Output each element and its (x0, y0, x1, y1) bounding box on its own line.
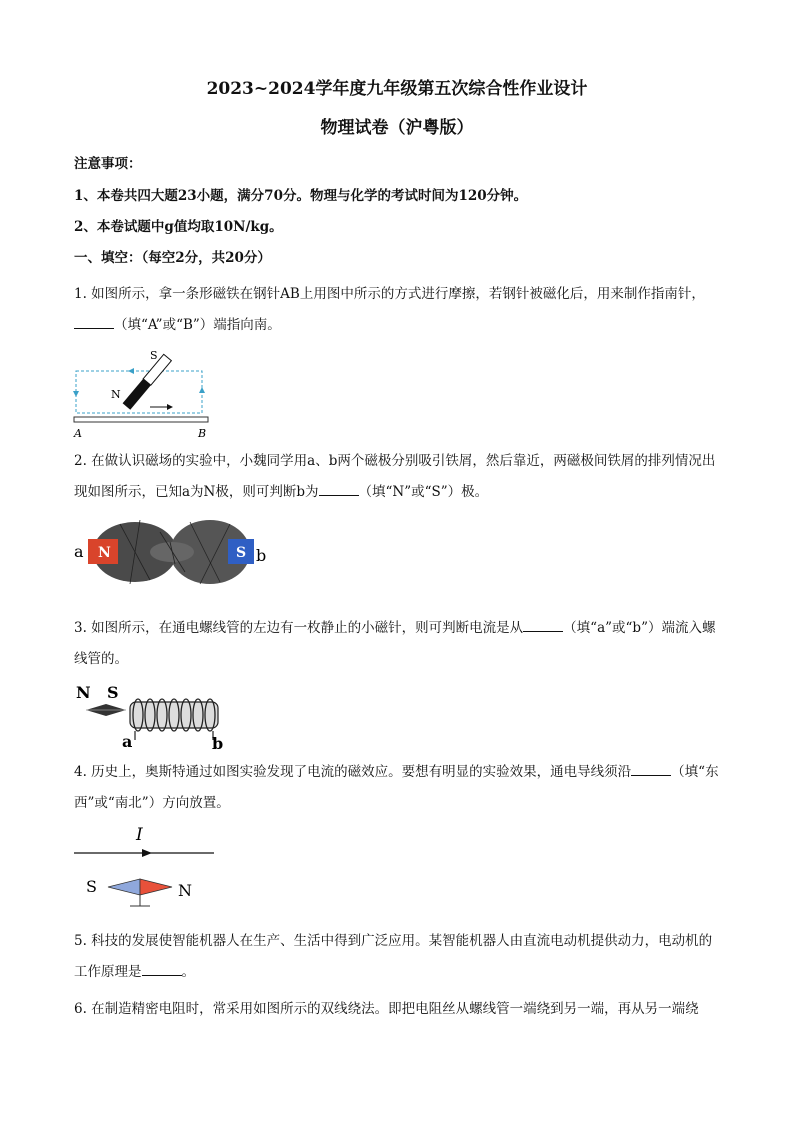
fig3-label-a: a (122, 732, 133, 751)
answer-blank[interactable] (142, 963, 182, 976)
page-subtitle: 物理试卷（沪粤版） (320, 118, 474, 138)
answer-blank[interactable] (523, 619, 563, 632)
question-6: 6. 在制造精密电阻时，常采用如图所示的双线绕法。即把电阻丝从螺线管一端绕到另一端，再从另一端绕 (74, 1001, 699, 1017)
fig2-label-b: b (256, 546, 267, 565)
question-3: 3. 如图所示，在通电螺线管的左边有一枚静止的小磁针，则可判断电流是从 （填“a”或“b”）端流入螺线管的。 (74, 620, 716, 667)
figure-magnet-needle (70, 345, 215, 440)
question-4: 4. 历史上，奥斯特通过如图实验发现了电流的磁效应。要想有明显的实验效果，通电导线须沿 （填“东西”或“南北”）方向放置。 (74, 764, 719, 811)
fig1-label-s: S (150, 349, 158, 362)
fig2-pole-s: S (236, 545, 247, 561)
section-heading: 一、填空：（每空2分，共20分） (74, 250, 271, 266)
fig4-label-i: I (136, 825, 143, 845)
figure-solenoid (72, 680, 232, 752)
fig3-needle-n: N (76, 683, 91, 702)
figure-oersted (72, 822, 222, 916)
notes-heading: 注意事项： (74, 156, 142, 172)
fig4-label-n: N (178, 881, 192, 900)
fig1-label-n: N (111, 388, 121, 401)
answer-blank[interactable] (319, 483, 359, 496)
question-1: 1. 如图所示，拿一条形磁铁在钢针AB上用图中所示的方式进行摩擦，若钢针被磁化后，用来制作指南针，（填“A”或“B”）端指向南。 (74, 286, 705, 333)
figure-iron-filings (70, 512, 275, 597)
notes-item-2: 2、本卷试题中g值均取10N/kg。 (74, 219, 283, 235)
fig1-label-a: A (74, 427, 82, 440)
fig2-pole-n: N (98, 545, 111, 561)
fig3-label-b: b (212, 734, 224, 752)
page-title: 2023~2024学年度九年级第五次综合性作业设计 (206, 79, 588, 99)
fig1-label-b: B (198, 427, 207, 440)
answer-blank[interactable] (74, 316, 114, 329)
notes-item-1: 1、本卷共四大题23小题，满分70分。物理与化学的考试时间为120分钟。 (74, 188, 528, 204)
question-5: 5. 科技的发展使智能机器人在生产、生活中得到广泛应用。某智能机器人由直流电动机提供动力，电动机的工作原理是 。 (74, 933, 713, 980)
fig2-label-a: a (74, 542, 84, 561)
question-2: 2. 在做认识磁场的实验中，小魏同学用a、b两个磁极分别吸引铁屑，然后靠近，两磁极间铁屑的排列情况出现如图所示，已知a为N极，则可判断b为 （填“N”或“S”）极。 (74, 453, 716, 500)
fig4-label-s: S (86, 877, 97, 896)
answer-blank[interactable] (631, 763, 671, 776)
fig3-needle-s: S (107, 683, 119, 702)
